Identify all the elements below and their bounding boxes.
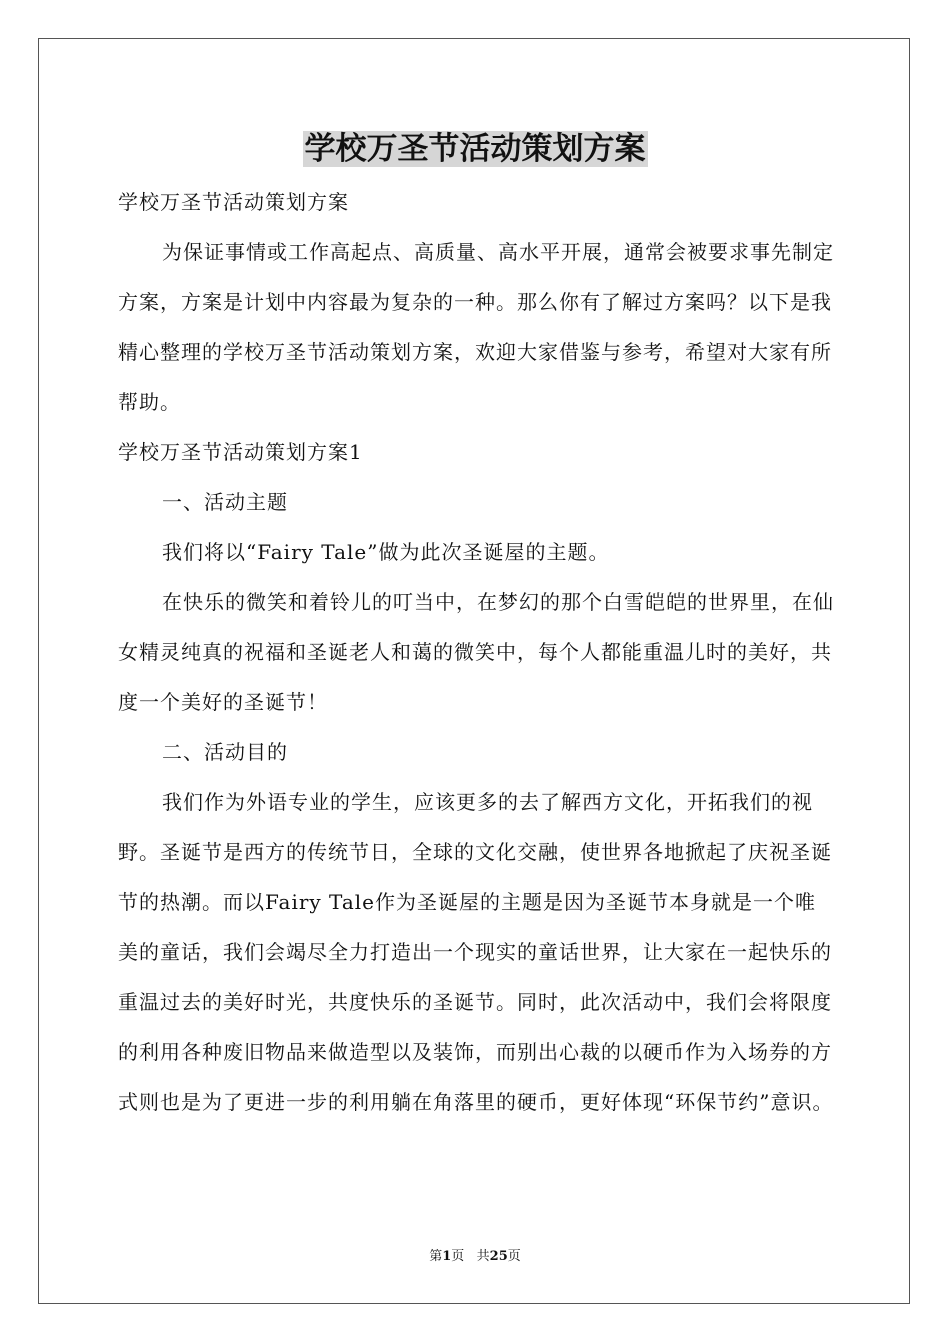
page-prefix: 第: [429, 1249, 443, 1264]
paragraph: 一、活动主题: [162, 490, 288, 514]
page-footer: [0, 1248, 950, 1266]
paragraph: 我们作为外语专业的学生，应该更多的去了解西方文化，开拓我们的视野。圣诞节是西方的传统节日，全球的文化交融，使世界各地掀起了庆祝圣诞节的热潮。而以Fairy Tale作为圣诞屋的主题是因为圣诞节本身就是一个唯美的童话，我们会竭尽全力打造出一个现实的童话世界，让大家在一起快乐的重温过去的美好时光，共度快乐的圣诞节。同时，此次活动中，我们会将限度的利用各种废旧物品来做造型以及装饰，而别出心裁的以硬币作为入场券的方式则也是为了更进一步的利用躺在角落里的硬币，更好体现“环保节约”意识。: [118, 790, 834, 1114]
paragraph: 二、活动目的: [162, 740, 288, 764]
page-total: 25: [489, 1249, 508, 1264]
paragraph: 我们将以“Fairy Tale”做为此次圣诞屋的主题。: [162, 540, 610, 564]
page-current: 1: [442, 1249, 452, 1264]
paragraph: 在快乐的微笑和着铃儿的叮当中，在梦幻的那个白雪皑皑的世界里，在仙女精灵纯真的祝福和圣诞老人和蔼的微笑中，每个人都能重温儿时的美好，共度一个美好的圣诞节！: [118, 590, 834, 714]
page-mid: 页 共: [451, 1249, 490, 1264]
document-body: [118, 177, 834, 1127]
paragraph: 为保证事情或工作高起点、高质量、高水平开展，通常会被要求事先制定方案，方案是计划中内容最为复杂的一种。那么你有了解过方案吗？以下是我精心整理的学校万圣节活动策划方案，欢迎大家借鉴与参考，希望对大家有所帮助。: [118, 240, 834, 414]
page-suffix: 页: [507, 1249, 521, 1264]
paragraph: 学校万圣节活动策划方案1: [118, 440, 363, 464]
document-title: 学校万圣节活动策划方案: [304, 131, 646, 167]
document-title-container: [0, 128, 950, 170]
document-subtitle: 学校万圣节活动策划方案: [118, 190, 349, 214]
